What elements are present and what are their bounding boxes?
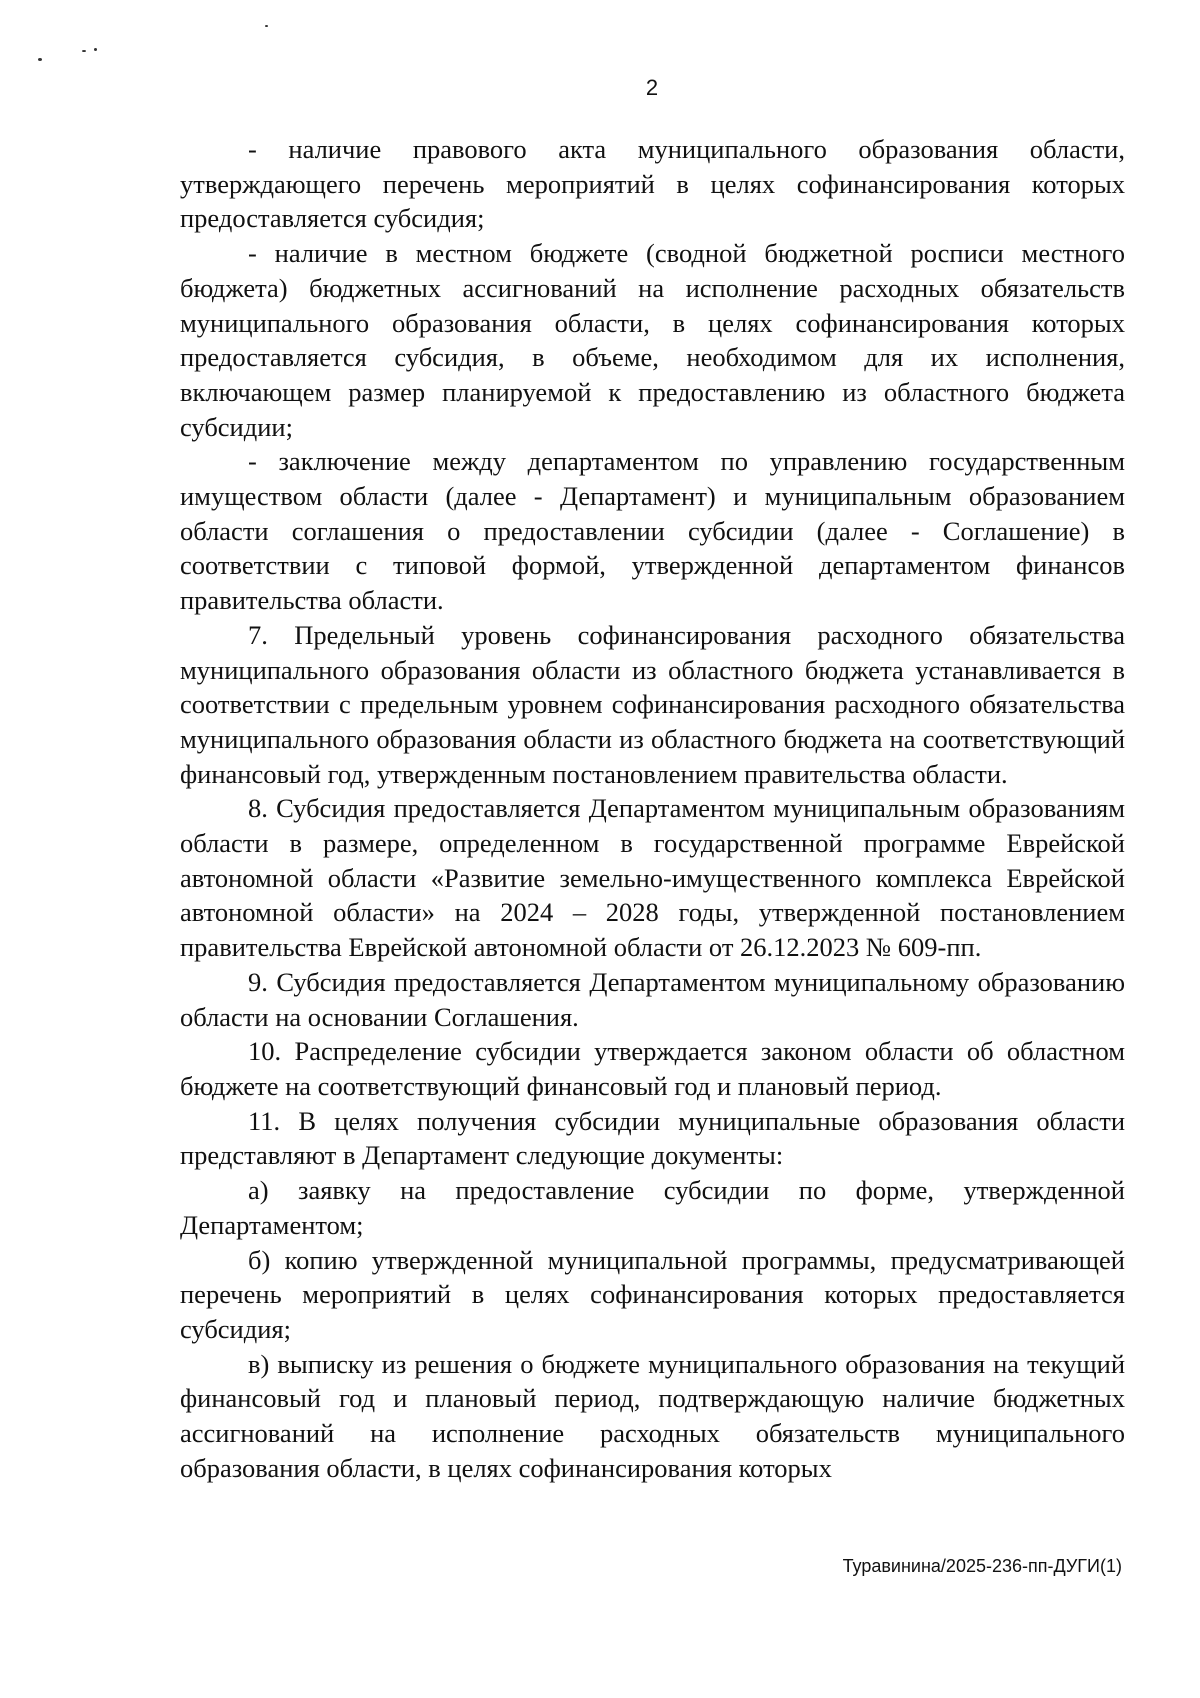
paragraph-subitem-b: б) копию утвержденной муниципальной программы, предусматривающей перечень мероприятий в целях софинансирования которых предоставляется субсидия;: [180, 1244, 1125, 1344]
paragraph-item-7: 7. Предельный уровень софинансирования расходного обязательства муниципального образования области из областного бюджета устанавливается в соответствии с предельным уровнем софинансирования расходного обязательства муниципального образования области из областного бюджета на соответствующий финансовый год, утвержденным постановлением правительства области.: [180, 619, 1125, 789]
paragraph-item-11: 11. В целях получения субсидии муниципальные образования области представляют в Департамент следующие документы:: [180, 1105, 1125, 1171]
paragraph-item-9: 9. Субсидия предоставляется Департаментом муниципальному образованию области на основании Соглашения.: [180, 966, 1125, 1032]
paragraph-subitem-v: в) выписку из решения о бюджете муниципального образования на текущий финансовый год и плановый период, подтверждающую наличие бюджетных ассигнований на исполнение расходных обязательств муниципального образования области, в целях софинансирования которых: [180, 1348, 1125, 1483]
paragraph-subitem-a: а) заявку на предоставление субсидии по форме, утвержденной Департаментом;: [180, 1175, 1125, 1240]
paragraph-item-8: 8. Субсидия предоставляется Департаментом муниципальным образованиям области в размере, определенном в государственной программе Еврейской автономной области «Развитие земельно-имущественного комплекса Еврейской автономной области» на 2024 – 2028 годы, утвержденной постановлением правительства Еврейской автономной области от 26.12.2023 № 609-пп.: [180, 793, 1125, 963]
document-body: [180, 132, 1125, 1485]
scan-speck: [94, 48, 97, 51]
paragraph-item-10: 10. Распределение субсидии утверждается законом области об областном бюджете на соответствующий финансовый год и плановый период.: [180, 1036, 1125, 1101]
paragraph: - наличие правового акта муниципального образования области, утверждающего перечень мероприятий в целях софинансирования которых предоставляется субсидия;: [180, 134, 1125, 234]
paragraph: - наличие в местном бюджете (сводной бюджетной росписи местного бюджета) бюджетных ассигнований на исполнение расходных обязательств муниципального образования области, в целях софинансирования которых предоставляется субсидия, в объеме, необходимом для их исполнения, включающем размер планируемой к предоставлению из областного бюджета субсидии;: [180, 238, 1125, 442]
scan-speck: [265, 25, 268, 27]
page-number: 2: [645, 75, 659, 100]
scan-speck: [82, 50, 86, 52]
paragraph: - заключение между департаментом по управлению государственным имуществом области (далее - Департамент) и муниципальным образованием области соглашения о предоставлении субсидии (далее - Соглашение) в соответствии с типовой формой, утвержденной департаментом финансов правительства области.: [180, 446, 1125, 616]
document-footer-code: Туравинина/2025-236-пп-ДУГИ(1): [842, 1556, 1122, 1576]
scan-speck: [38, 58, 42, 61]
